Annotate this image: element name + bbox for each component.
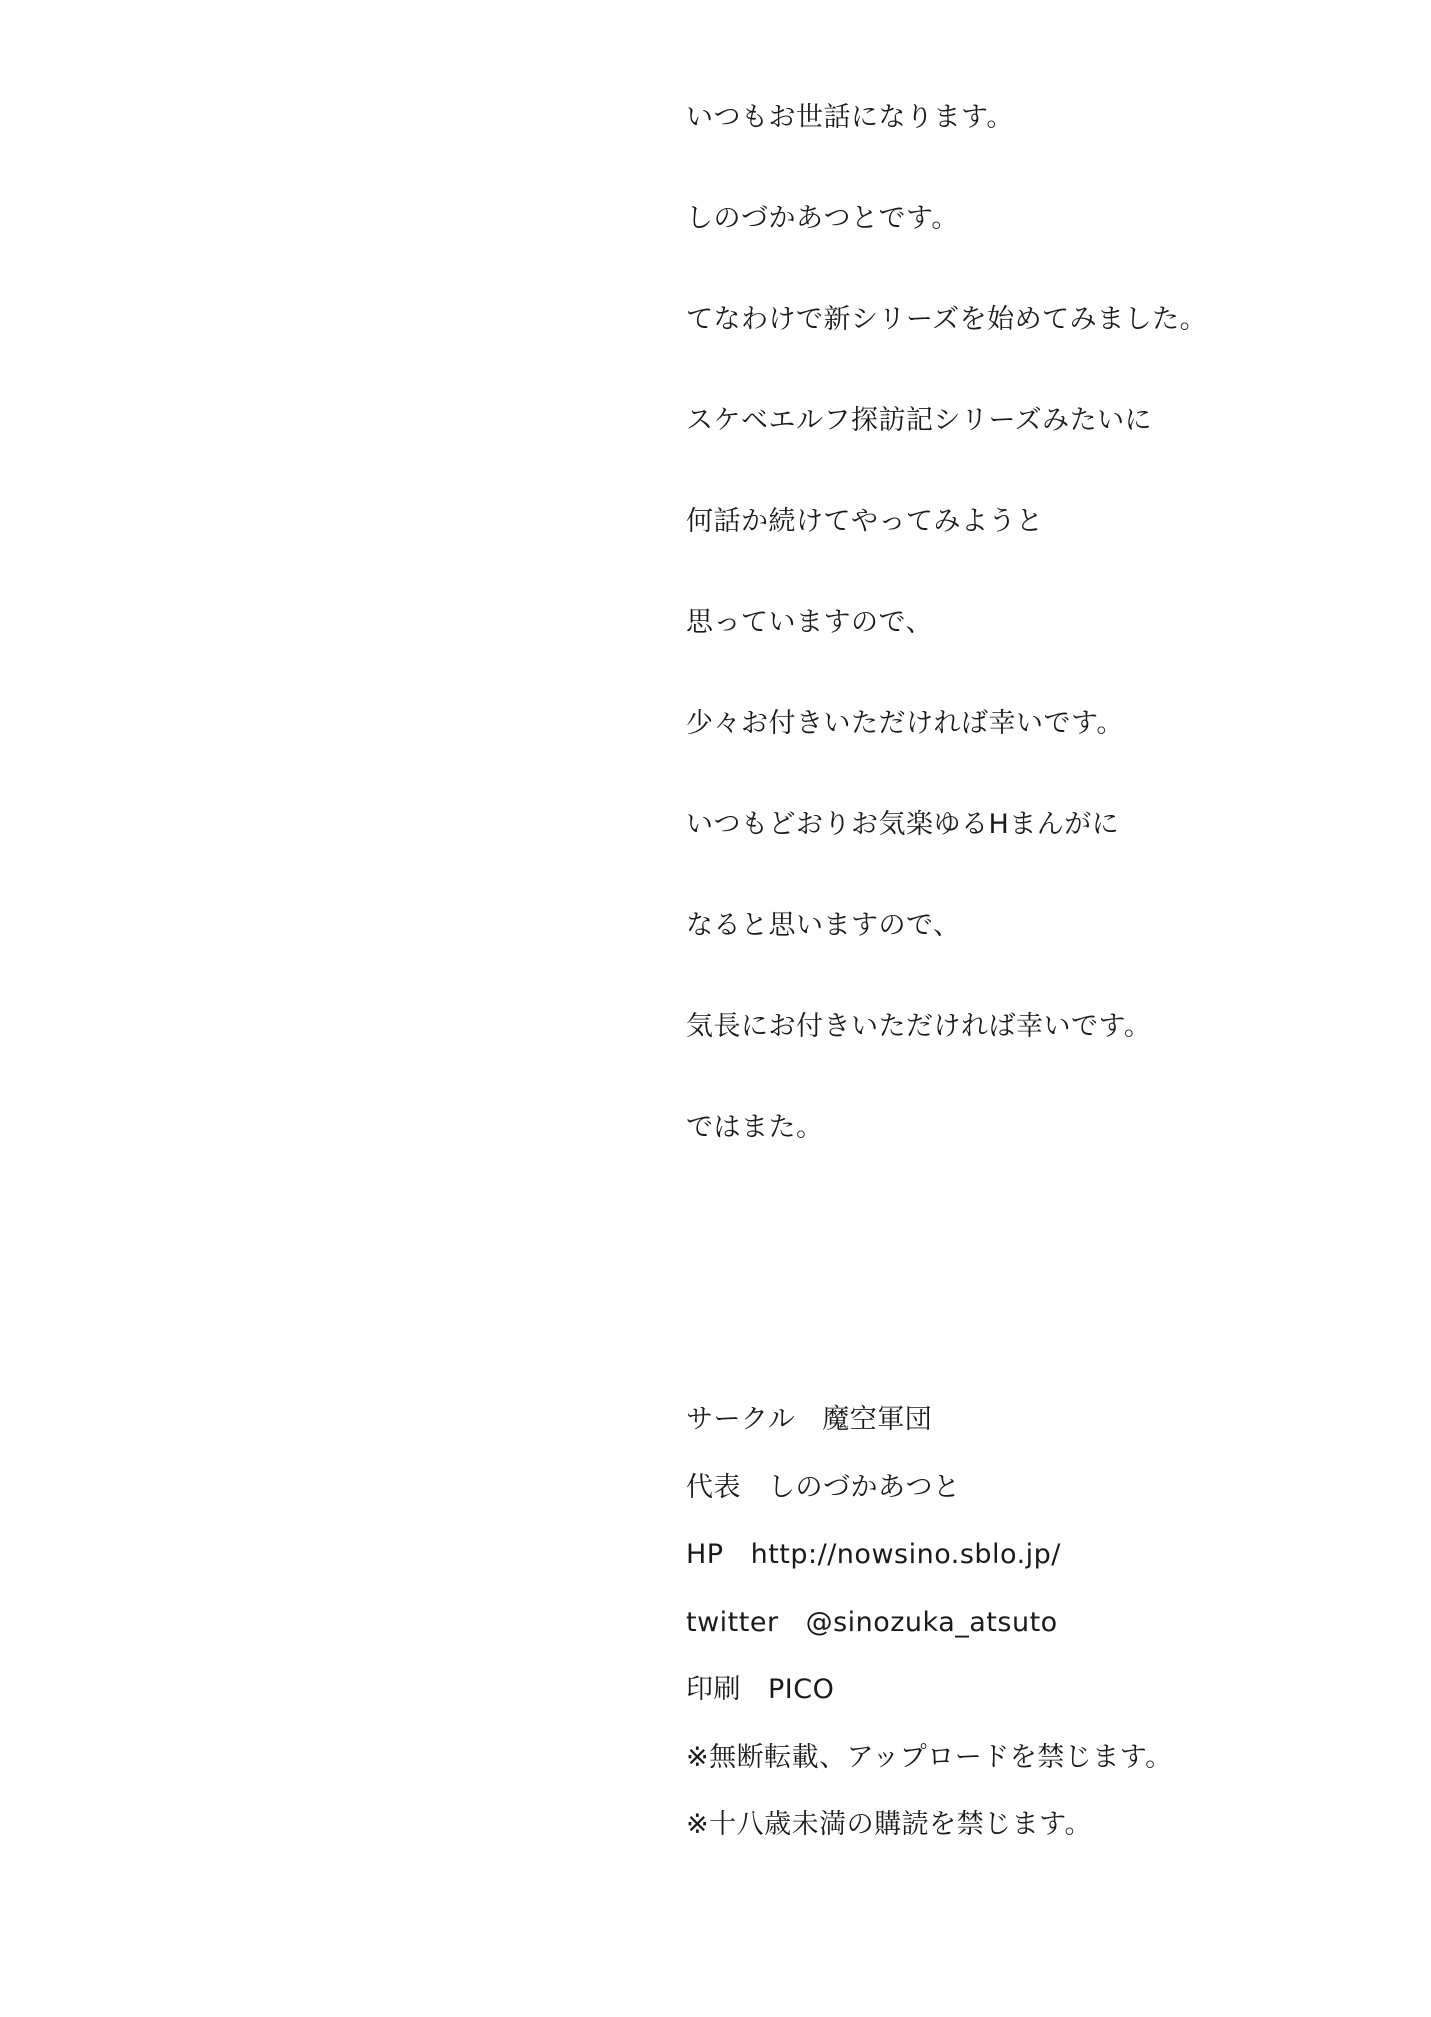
afterword-line: てなわけで新シリーズを始めてみました。 (686, 304, 1208, 335)
twitter-handle: @sinozuka_atsuto (805, 1606, 1058, 1638)
printing-company: PICO (768, 1674, 835, 1705)
afterword-line: いつもお世話になります。 (686, 102, 1014, 133)
afterword-line: ではまた。 (686, 1112, 824, 1143)
colophon-hp (686, 1535, 1173, 1603)
representative-name: しのづかあつと (768, 1471, 961, 1503)
afterword-line: なると思いますので、 (686, 910, 961, 941)
notice-reproduction: ※無断転載、アップロードを禁じます。 (686, 1741, 1173, 1773)
circle-name: 魔空軍団 (822, 1404, 933, 1435)
afterword-text (686, 98, 1207, 1209)
notice-age: ※十八歳未満の購読を禁じます。 (686, 1809, 1092, 1840)
colophon (686, 1400, 1173, 1873)
afterword-line: 思っていますので、 (686, 607, 933, 638)
hp-label: HP (686, 1539, 724, 1570)
circle-label: サークル (686, 1404, 796, 1435)
afterword-line: いつもどおりお気楽ゆるHまんがに (686, 809, 1120, 840)
colophon-printing (686, 1670, 1173, 1738)
afterword-line: しのづかあつとです。 (686, 203, 959, 234)
colophon-representative (686, 1468, 1173, 1536)
hp-url: http://nowsino.sblo.jp/ (750, 1539, 1061, 1570)
printing-label: 印刷 (686, 1674, 741, 1705)
afterword-line: 何話か続けてやってみようと (686, 506, 1044, 537)
twitter-label: twitter (686, 1606, 779, 1638)
colophon-twitter (686, 1603, 1173, 1671)
afterword-line: 気長にお付きいただければ幸いです。 (686, 1011, 1152, 1042)
colophon-circle (686, 1400, 1173, 1468)
representative-label: 代表 (686, 1471, 741, 1503)
afterword-line: スケベエルフ探訪記シリーズみたいに (686, 405, 1153, 436)
afterword-line: 少々お付きいただければ幸いです。 (686, 708, 1124, 739)
